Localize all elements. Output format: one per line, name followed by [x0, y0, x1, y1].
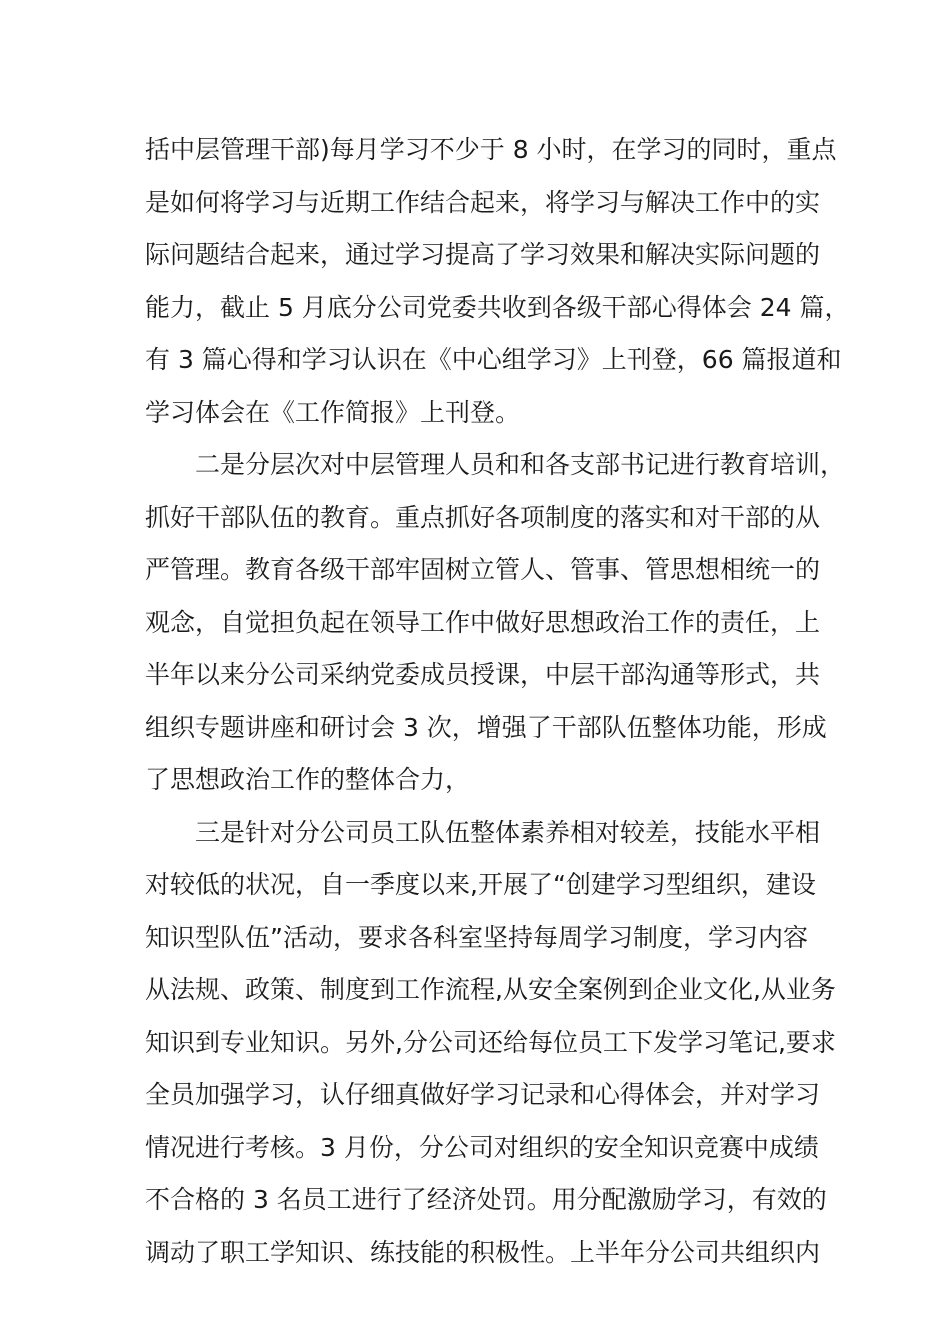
text-line: 学习体会在《工作简报》上刊登。: [145, 397, 521, 427]
text-line: 知识到专业知识。另外,分公司还给每位员工下发学习笔记,要求: [145, 1027, 836, 1057]
text-line: 知识型队伍”活动，要求各科室坚持每周学习制度，学习内容: [145, 922, 808, 952]
text-line: 调动了职工学知识、练技能的积极性。上半年分公司共组织内: [145, 1237, 821, 1267]
text-line: 不合格的 3 名员工进行了经济处罚。用分配激励学习，有效的: [145, 1185, 827, 1214]
text-line: 组织专题讲座和研讨会 3 次，增强了干部队伍整体功能，形成: [145, 712, 827, 742]
text-line: 有 3 篇心得和学习认识在《中心组学习》上刊登，66 篇报道和: [145, 345, 842, 374]
text-line: 情况进行考核。3 月份，分公司对组织的安全知识竞赛中成绩: [145, 1132, 819, 1162]
text-line: 观念，自觉担负起在领导工作中做好思想政治工作的责任，上: [145, 607, 821, 637]
paragraph-2: [145, 439, 846, 807]
text-line: 全员加强学习，认仔细真做好学习记录和心得体会，并对学习: [145, 1080, 821, 1109]
text-line: 际问题结合起来，通过学习提高了学习效果和解决实际问题的: [145, 240, 821, 269]
text-line: 严管理。教育各级干部牢固树立管人、管事、管思想相统一的: [145, 555, 821, 584]
text-line: 三是针对分公司员工队伍整体素养相对较差，技能水平相: [195, 817, 821, 847]
text-line: 了思想政治工作的整体合力，: [145, 765, 471, 794]
text-line: 从法规、政策、制度到工作流程,从安全案例到企业文化,从业务: [145, 975, 836, 1004]
text-line: 半年以来分公司采纳党委成员授课，中层干部沟通等形式，共: [145, 660, 821, 689]
text-line: 抓好干部队伍的教育。重点抓好各项制度的落实和对干部的从: [145, 502, 821, 532]
text-line: 对较低的状况，自一季度以来,开展了“创建学习型组织，建设: [145, 870, 816, 899]
text-line: 括中层管理干部)每月学习不少于 8 小时，在学习的同时，重点: [145, 135, 837, 164]
text-line: 是如何将学习与近期工作结合起来，将学习与解决工作中的实: [145, 187, 821, 217]
text-line: 能力，截止 5 月底分公司党委共收到各级干部心得体会 24 篇，: [145, 292, 850, 322]
paragraph-3: [145, 807, 836, 1280]
text-line: 二是分层次对中层管理人员和和各支部书记进行教育培训，: [195, 450, 846, 479]
paragraph-1: [145, 124, 850, 439]
document-body: [145, 124, 850, 1279]
